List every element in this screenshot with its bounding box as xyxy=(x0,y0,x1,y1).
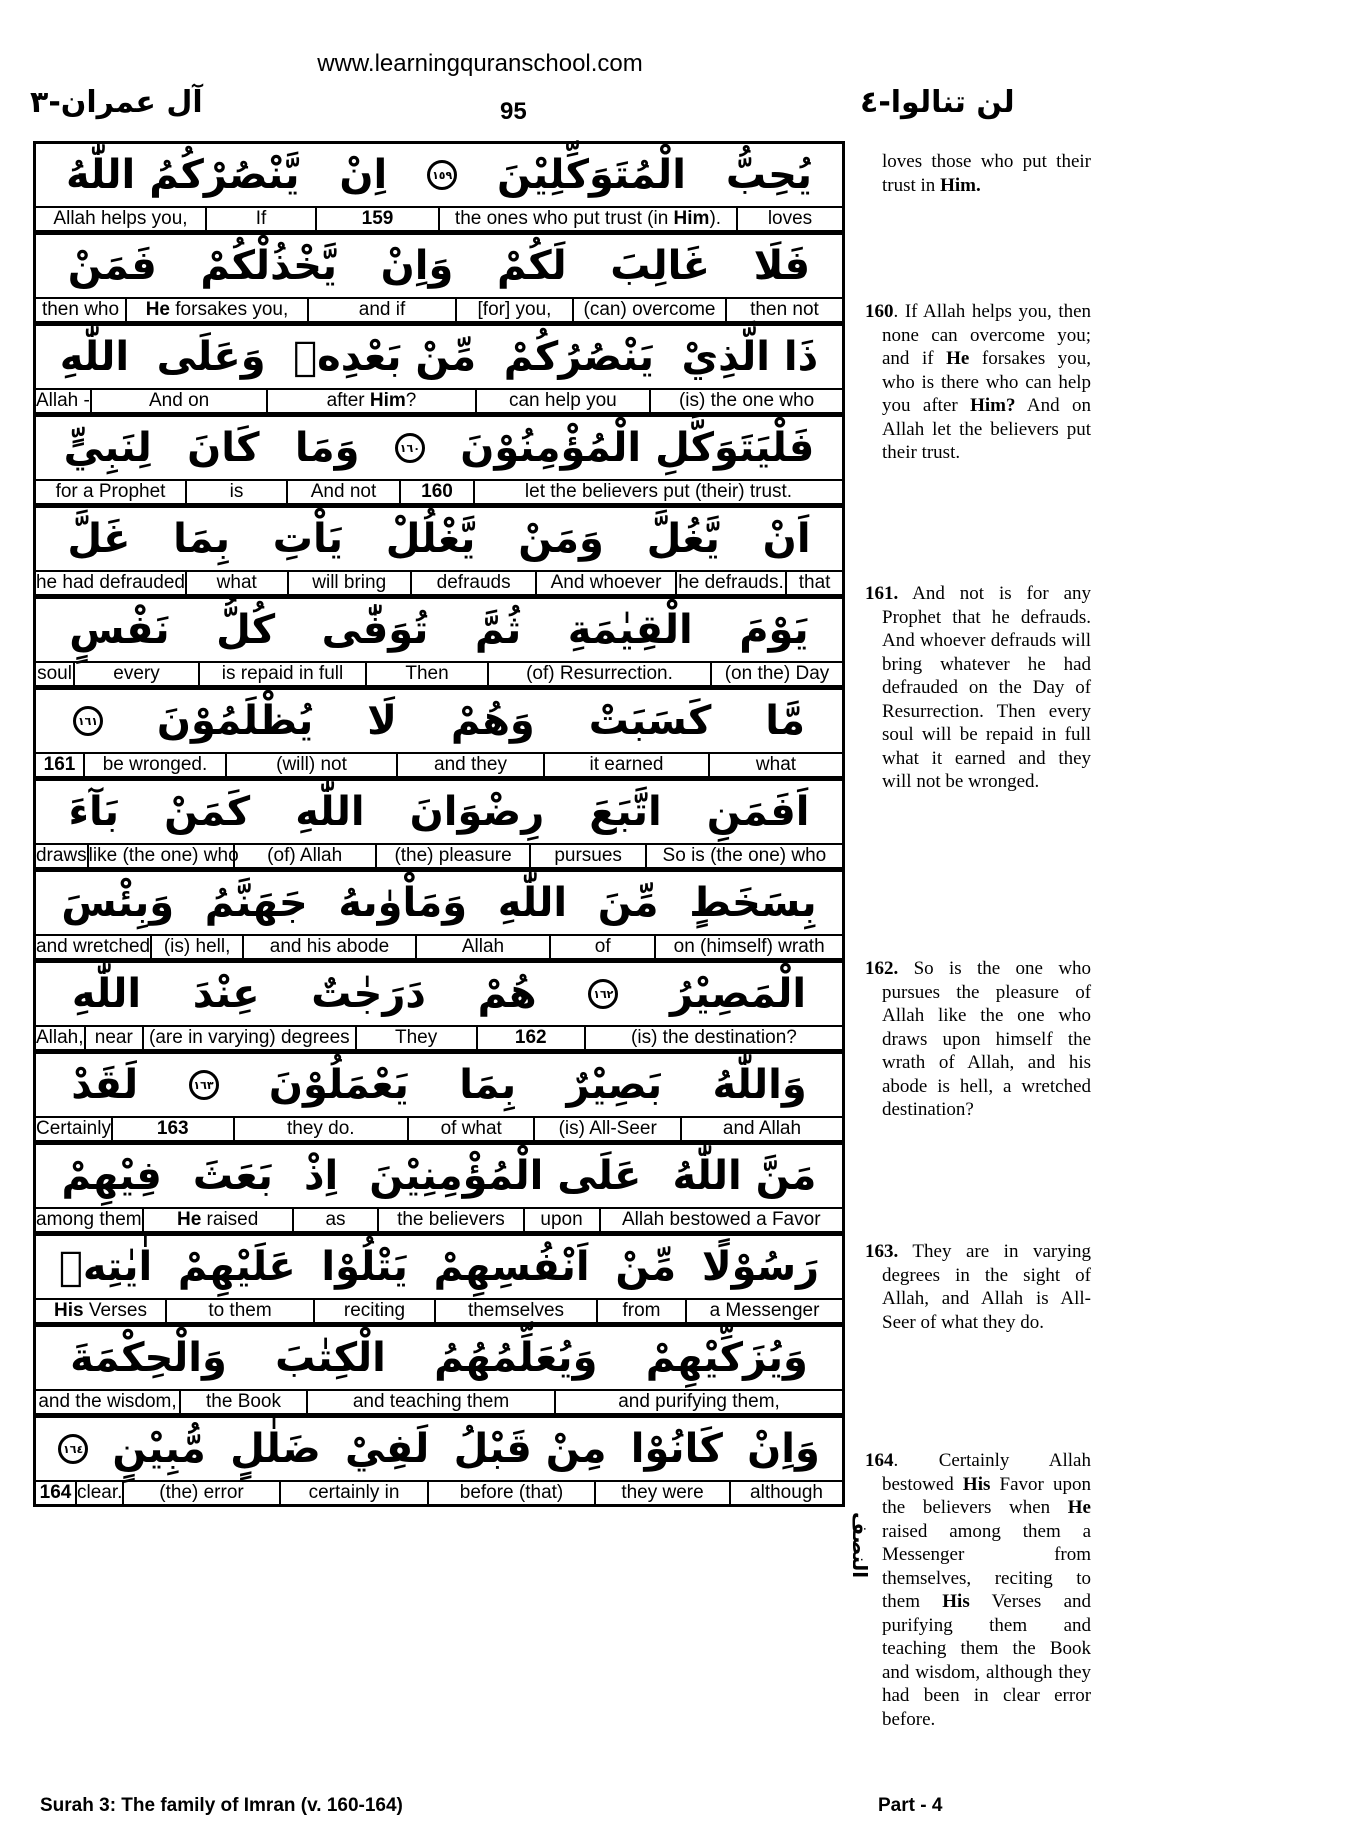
page-number: 95 xyxy=(500,98,527,125)
arabic-word: الْكِتٰبَ xyxy=(275,1335,386,1381)
arabic-word: وَهُمْ xyxy=(450,698,535,744)
arabic-word: الْمَصِيْرُ xyxy=(669,971,807,1017)
verse-block xyxy=(36,1054,842,1145)
translation-162: 162. So is the one who pursues the pleasure of Allah like the one who draws upon himself the wrath of Allah, and his abode is hell, a wretched destination? xyxy=(865,958,1092,1120)
english-word-cell: (will) not xyxy=(225,754,396,776)
arabic-word: كَمَنْ xyxy=(164,789,251,835)
arabic-word: دَرَجٰتٌ xyxy=(311,971,426,1017)
english-word-cell: (is) hell, xyxy=(150,936,242,958)
arabic-row xyxy=(36,1236,842,1300)
arabic-word: لِنَبِيٍّ xyxy=(63,425,152,471)
english-row xyxy=(36,481,842,508)
arabic-word: فَمَنْ xyxy=(67,243,157,289)
arabic-word: عَلَى الْمُؤْمِنِيْنَ xyxy=(369,1153,642,1199)
english-word-cell: the believers xyxy=(377,1209,522,1231)
arabic-word: فَلْيَتَوَكَّلِ الْمُؤْمِنُوْنَ xyxy=(460,425,815,471)
arabic-word: يَاْتِ xyxy=(272,516,344,562)
english-word-cell: before (that) xyxy=(427,1482,594,1504)
english-row xyxy=(36,663,842,690)
english-word-cell: And whoever xyxy=(535,572,674,594)
english-row xyxy=(36,1482,842,1504)
arabic-word: بَعَثَ xyxy=(192,1153,273,1199)
english-word-cell: soul xyxy=(37,663,72,684)
english-word-cell: they were xyxy=(594,1482,729,1504)
arabic-row xyxy=(36,1145,842,1209)
translation-163: 163. They are in varying degrees in the sight of Allah, and Allah is All-Seer of what they do. xyxy=(865,1241,1092,1333)
arabic-word: اللّٰهِ xyxy=(59,334,130,380)
arabic-word: الْمُتَوَكِّلِيْنَ xyxy=(497,152,686,198)
arabic-row xyxy=(36,1054,842,1118)
english-word-cell: reciting xyxy=(313,1300,434,1322)
english-word-cell: he defrauds. xyxy=(675,572,786,594)
english-word-cell: although xyxy=(729,1482,842,1504)
english-word-cell: will bring xyxy=(287,572,410,594)
verse-block xyxy=(36,508,842,599)
english-row xyxy=(36,1300,842,1327)
arabic-word: مِنْ قَبْلُ xyxy=(453,1426,607,1472)
english-row xyxy=(36,1391,842,1418)
english-word-cell: themselves xyxy=(434,1300,596,1322)
arabic-word: رَسُوْلًا xyxy=(701,1244,820,1290)
arabic-word: اَفَمَنِ xyxy=(706,789,810,835)
verse-block xyxy=(36,690,842,781)
ayah-number-marker: ١٦١ xyxy=(73,706,103,736)
english-word-cell: They xyxy=(355,1027,476,1049)
english-word-cell: (of) Resurrection. xyxy=(487,663,710,685)
english-word-cell: of what xyxy=(407,1118,533,1140)
arabic-row xyxy=(36,508,842,572)
english-word-cell: (is) All-Seer xyxy=(533,1118,680,1140)
verse-block xyxy=(36,963,842,1054)
arabic-word: بِمَا xyxy=(173,516,231,562)
arabic-word: يَتْلُوْا xyxy=(321,1244,408,1290)
english-word-cell: he had defrauded xyxy=(35,572,185,593)
arabic-row xyxy=(36,599,842,663)
english-word-cell: clear. xyxy=(77,1482,123,1503)
arabic-word: عَلَيْهِمْ xyxy=(177,1244,296,1290)
english-row xyxy=(36,1209,842,1236)
arabic-word: يَوْمَ xyxy=(739,607,809,653)
arabic-word: وَعَلَى xyxy=(156,334,266,380)
arabic-word: بِمَا xyxy=(459,1062,517,1108)
ayah-number-marker: ١٦٠ xyxy=(395,433,425,463)
arabic-word: مَّا xyxy=(765,698,806,744)
site-url[interactable]: www.learningquranschool.com xyxy=(317,50,643,77)
english-word-cell: on (himself) wrath xyxy=(654,936,842,958)
arabic-word: يَنْصُرُكُمْ xyxy=(503,334,654,380)
arabic-word: ضَلٰلٍ xyxy=(230,1426,321,1472)
english-word-cell: among them xyxy=(36,1209,142,1230)
arabic-word: مُّبِيْنٍ xyxy=(112,1426,206,1472)
verse-number-cell: 162 xyxy=(476,1027,584,1049)
translation-161: 161. And not is for any Prophet that he defrauds. And whoever defrauds will bring whatever he had defrauded on the Day of Resurrection. Then every soul will be repaid in full what it earned and they will not be wronged. xyxy=(865,583,1092,792)
arabic-word: يَّغُلَّ xyxy=(646,516,720,562)
english-word-cell: (the) pleasure xyxy=(375,845,530,867)
arabic-word: يُحِبُّ xyxy=(725,152,813,198)
surah-name-arabic: آل عمران-٣ xyxy=(30,85,203,120)
arabic-word: بَآءَ xyxy=(68,789,120,835)
translation-160: 160. If Allah helps you, then none can overcome you; and if He forsakes you, who is there who can help you after Him? And on Allah let the believers put their trust. xyxy=(865,301,1092,463)
arabic-word: اِذْ xyxy=(303,1153,339,1199)
arabic-word: مِّنَ xyxy=(597,880,659,926)
arabic-word: اٰيٰتِهٖ xyxy=(58,1244,153,1290)
arabic-word: اللّٰهِ xyxy=(497,880,568,926)
english-word-cell: (the) error xyxy=(122,1482,279,1504)
english-word-cell: And not xyxy=(286,481,399,503)
english-word-cell: and if xyxy=(307,299,455,321)
arabic-word: غَلَّ xyxy=(67,516,131,562)
english-word-cell: defrauds xyxy=(410,572,535,594)
arabic-word: نَفْسٍ xyxy=(69,607,170,653)
english-word-cell: after Him? xyxy=(266,390,474,412)
arabic-word: وَمَاْوٰىهُ xyxy=(338,880,468,926)
verse-number-cell: 159 xyxy=(315,208,438,230)
translation-verse-number: 164 xyxy=(865,1450,894,1471)
arabic-word: الْقِيٰمَةِ xyxy=(567,607,693,653)
arabic-word: لَكُمْ xyxy=(496,243,567,289)
arabic-word: يَّغْلُلْ xyxy=(385,516,476,562)
english-word-cell: that xyxy=(785,572,842,594)
footer-part: Part - 4 xyxy=(878,1795,943,1816)
arabic-word: مَنَّ اللّٰهُ xyxy=(672,1153,817,1199)
arabic-word: اِنْ xyxy=(339,152,388,198)
english-word-cell: Allah, xyxy=(36,1027,84,1048)
english-word-cell: He forsakes you, xyxy=(125,299,307,321)
english-word-cell: a Messenger xyxy=(685,1300,842,1322)
english-word-cell: upon xyxy=(523,1209,599,1231)
arabic-word: ثُمَّ xyxy=(474,607,522,653)
english-word-cell: is repaid in full xyxy=(198,663,365,685)
english-word-cell: then who xyxy=(41,299,120,320)
english-word-cell: draws xyxy=(35,845,87,866)
english-word-cell: and the wisdom, xyxy=(38,1391,177,1412)
arabic-word: ذَا الَّذِيْ xyxy=(681,334,819,380)
arabic-word: فِيْهِمْ xyxy=(61,1153,162,1199)
arabic-word: غَالِبَ xyxy=(610,243,710,289)
english-word-cell: like (the one) who xyxy=(88,845,239,866)
verse-block xyxy=(36,235,842,326)
english-word-cell: (is) the destination? xyxy=(584,1027,842,1049)
english-word-cell: and his abode xyxy=(242,936,415,958)
arabic-word: وَيُعَلِّمُهُمُ xyxy=(434,1335,598,1381)
english-word-cell: [for] you, xyxy=(455,299,572,321)
verse-block xyxy=(36,599,842,690)
translation-verse-number: 161. xyxy=(865,583,899,604)
arabic-word: كَانَ xyxy=(187,425,260,471)
english-word-cell: Then xyxy=(365,663,487,685)
english-word-cell: (of) Allah xyxy=(233,845,375,867)
english-word-cell: (is) the one who xyxy=(649,390,842,412)
translation-verse-number: 160 xyxy=(865,301,894,322)
english-word-cell: and wretched xyxy=(36,936,151,957)
english-word-cell: is xyxy=(185,481,286,503)
arabic-word: رِضْوَانَ xyxy=(409,789,545,835)
english-word-cell: loves xyxy=(736,208,842,230)
arabic-word: عِنْدَ xyxy=(192,971,260,1017)
verse-block xyxy=(36,1145,842,1236)
arabic-row xyxy=(36,417,842,481)
arabic-word: اللّٰهِ xyxy=(71,971,142,1017)
english-word-cell: what xyxy=(185,572,287,594)
arabic-word: يُظْلَمُوْنَ xyxy=(156,698,314,744)
english-word-cell: Allah - xyxy=(36,390,90,411)
arabic-word: وَالْحِكْمَةَ xyxy=(70,1335,227,1381)
english-row xyxy=(36,390,842,417)
arabic-word: اَنْ xyxy=(762,516,811,562)
english-word-cell: If xyxy=(205,208,315,230)
verse-block xyxy=(36,781,842,872)
arabic-word: جَهَنَّمُ xyxy=(204,880,308,926)
english-word-cell: and purifying them, xyxy=(554,1391,842,1413)
arabic-row xyxy=(36,326,842,390)
arabic-row xyxy=(36,235,842,299)
english-word-cell: Allah bestowed a Favor xyxy=(599,1209,842,1231)
verse-block xyxy=(36,144,842,235)
arabic-word: تُوَفّٰى xyxy=(321,607,429,653)
arabic-word: كَسَبَتْ xyxy=(588,698,712,744)
english-word-cell: So is (the one) who xyxy=(645,845,842,867)
ayah-number-marker: ١٦٣ xyxy=(189,1070,219,1100)
ayah-number-marker: ١٦٢ xyxy=(588,979,618,1009)
verse-number-cell: 164 xyxy=(39,1482,72,1503)
english-word-cell: (on the) Day xyxy=(710,663,842,685)
verse-block xyxy=(36,1236,842,1327)
english-word-cell: His Verses xyxy=(54,1300,147,1321)
arabic-word: هُمْ xyxy=(477,971,537,1017)
word-by-word-table xyxy=(33,141,845,1507)
english-word-cell: certainly in xyxy=(279,1482,427,1504)
english-word-cell: be wronged. xyxy=(83,754,225,776)
arabic-word: يَّخْذُلْكُمْ xyxy=(200,243,338,289)
arabic-word: اللّٰهِ xyxy=(295,789,365,835)
arabic-word: اتَّبَعَ xyxy=(589,789,662,835)
english-word-cell: what xyxy=(708,754,842,776)
english-row xyxy=(36,572,842,599)
english-word-cell: every xyxy=(73,663,198,685)
arabic-word: وَاِنْ xyxy=(380,243,454,289)
arabic-row xyxy=(36,1418,842,1482)
english-word-cell: and Allah xyxy=(680,1118,842,1140)
half-juz-marker: النصف xyxy=(848,1512,872,1579)
english-word-cell: they do. xyxy=(233,1118,408,1140)
arabic-word: فَلَا xyxy=(753,243,811,289)
arabic-word: لَا xyxy=(367,698,397,744)
verse-block xyxy=(36,1327,842,1418)
verse-number-cell: 160 xyxy=(399,481,473,503)
english-word-cell: And on xyxy=(90,390,267,412)
arabic-row xyxy=(36,872,842,936)
english-row xyxy=(36,299,842,326)
arabic-word: بَصِيْرٌ xyxy=(566,1062,663,1108)
arabic-row xyxy=(36,1327,842,1391)
english-row xyxy=(36,1027,842,1054)
english-row xyxy=(36,754,842,781)
ayah-number-marker: ١٥٩ xyxy=(427,160,457,190)
english-row xyxy=(36,845,842,872)
english-word-cell: it earned xyxy=(543,754,708,776)
english-word-cell: (are in varying) degrees xyxy=(142,1027,354,1049)
english-word-cell: for a Prophet xyxy=(55,481,166,502)
english-word-cell: Certainly xyxy=(35,1118,111,1139)
arabic-word: وَيُزَكِّيْهِمْ xyxy=(645,1335,808,1381)
english-word-cell: Allah xyxy=(415,936,549,958)
verse-number-cell: 163 xyxy=(111,1118,233,1140)
english-word-cell: can help you xyxy=(475,390,650,412)
arabic-word: وَمَا xyxy=(294,425,360,471)
translation-verse-number: 163. xyxy=(865,1241,899,1262)
arabic-word: لَفِيْ xyxy=(345,1426,430,1472)
verse-number-cell: 161 xyxy=(43,754,76,775)
arabic-row xyxy=(36,781,842,845)
arabic-word: اَنْفُسِهِمْ xyxy=(433,1244,590,1290)
arabic-row xyxy=(36,963,842,1027)
arabic-word: مِّنْ xyxy=(615,1244,677,1290)
arabic-row xyxy=(36,690,842,754)
arabic-word: كَانُوْا xyxy=(630,1426,723,1472)
english-word-cell: as xyxy=(292,1209,378,1231)
english-word-cell: let the believers put (their) trust. xyxy=(473,481,842,503)
english-word-cell: then not xyxy=(725,299,842,321)
english-word-cell: and they xyxy=(396,754,543,776)
english-row xyxy=(36,208,842,235)
arabic-word: وَمَنْ xyxy=(518,516,604,562)
english-word-cell: from xyxy=(596,1300,685,1322)
english-row xyxy=(36,1118,842,1145)
footer-surah-info: Surah 3: The family of Imran (v. 160-164) xyxy=(40,1795,403,1816)
english-word-cell: the Book xyxy=(179,1391,306,1413)
arabic-word: وَبِئْسَ xyxy=(61,880,175,926)
arabic-word: يَّنْصُرْكُمُ اللّٰهُ xyxy=(65,152,300,198)
english-word-cell: of xyxy=(549,936,654,958)
english-word-cell: pursues xyxy=(529,845,644,867)
translation-verse-number: 162. xyxy=(865,958,899,979)
arabic-word: وَاِنْ xyxy=(747,1426,820,1472)
arabic-word: مِّنْ بَعْدِهٖ xyxy=(293,334,477,380)
part-name-arabic: لن تنالوا-٤ xyxy=(860,85,1015,120)
arabic-row xyxy=(36,144,842,208)
arabic-word: لَقَدْ xyxy=(71,1062,139,1108)
english-word-cell: He raised xyxy=(142,1209,292,1231)
english-word-cell: the ones who put trust (in Him). xyxy=(438,208,736,230)
english-word-cell: near xyxy=(84,1027,143,1049)
verse-block xyxy=(36,326,842,417)
english-word-cell: Allah helps you, xyxy=(53,208,188,229)
english-word-cell: and teaching them xyxy=(306,1391,554,1413)
arabic-word: بِسَخَطٍ xyxy=(689,880,817,926)
translation-164: 164. Certainly Allah bestowed His Favor upon the believers when He raised among them a Messenger from themselves, reciting to them His Verses and purifying them and teaching them the Book and wisdom, although they had been in clear error before. xyxy=(865,1450,1092,1730)
verse-block xyxy=(36,1418,842,1504)
arabic-word: وَاللّٰهُ xyxy=(712,1062,807,1108)
english-row xyxy=(36,936,842,963)
arabic-word: كُلُّ xyxy=(216,607,276,653)
english-word-cell: (can) overcome xyxy=(572,299,725,321)
translation-160-prev: loves those who put their trust in Him. xyxy=(882,151,1091,196)
verse-block xyxy=(36,872,842,963)
verse-block xyxy=(36,417,842,508)
english-word-cell: to them xyxy=(165,1300,313,1322)
arabic-word: يَعْمَلُوْنَ xyxy=(268,1062,409,1108)
ayah-number-marker: ١٦٤ xyxy=(58,1434,88,1464)
